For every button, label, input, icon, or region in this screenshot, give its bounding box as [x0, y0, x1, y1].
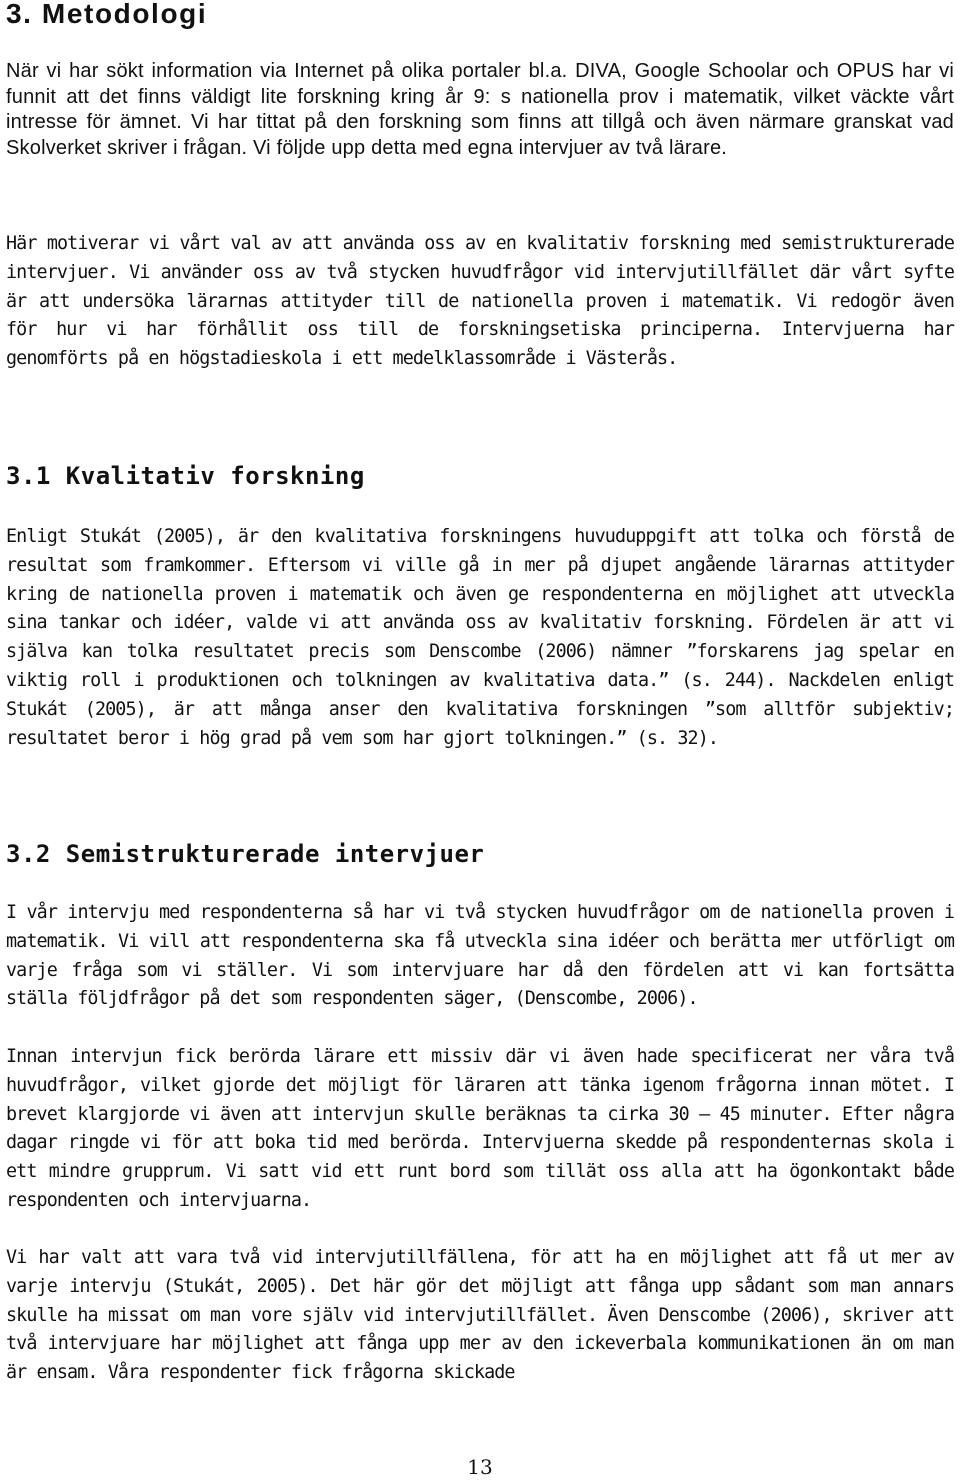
intro-paragraph-1: När vi har sökt information via Internet på olika portaler bl.a. DIVA, Google Schoolar och OPUS har vi funnit att det finns väldigt lite forskning kring år 9: s nationella prov i matematik, vilket väckte vårt intresse för ämnet. Vi har tittat på den forskning som finns att tillgå och även närmare granskat vad Skolverket skriver i frågan. Vi följde upp detta med egna intervjuer av två lärare.	[6, 60, 954, 159]
section-3-1-paragraph: Enligt Stukát (2005), är den kvalitativa forskningens huvuduppgift att tolka och förstå de resultat som framkommer. Eftersom vi ville gå in mer på djupet angående lärarnas attityder kring de nationella proven i matematik och även ge respondenterna en möjlighet att utveckla sina tankar och idéer, valde vi att använda oss av kvalitativ forskning. Fördelen är att vi själva kan tolka resultatet precis som Denscombe (2006) nämner ”forskarens jag spelar en viktig roll i produktionen och tolkningen av kvalitativa data.” (s. 244). Nackdelen enligt Stukát (2005), är att många anser den kvalitativa forskningen ”som alltför subjektiv; resultatet beror i hög grad på vem som har gjort tolkningen.” (s. 32).	[6, 526, 954, 749]
section-3-2-paragraph-2: Innan intervjun fick berörda lärare ett missiv där vi även hade specificerat ner våra två huvudfrågor, vilket gjorde det möjligt för läraren att tänka igenom frågorna innan mötet. I brevet klargjorde vi även att intervjun skulle beräknas ta cirka 30 – 45 minuter. Efter några dagar ringde vi för att boka tid med berörda. Intervjuerna skedde på respondenternas skola i ett mindre grupprum. Vi satt vid ett runt bord som tillät oss alla att ha ögonkontakt både respondenten och intervjuarna.	[6, 1046, 954, 1211]
page-number: 13	[467, 1455, 493, 1479]
section-3-2-paragraph-3: Vi har valt att vara två vid intervjutillfällena, för att ha en möjlighet att få ut mer av varje intervju (Stukát, 2005). Det här gör det möjligt att fånga upp sådant som man annars skulle ha missat om man vore själv vid intervjutillfället. Även Denscombe (2006), skriver att två intervjuare har möjlighet att fånga upp mer av den ickeverbala kommunikationen än om man är ensam. Våra respondenter fick frågorna skickade	[6, 1247, 954, 1384]
section-3-2-paragraph-1: I vår intervju med respondenterna så har vi två stycken huvudfrågor om de nationella proven i matematik. Vi vill att respondenterna ska få utveckla sina idéer och berätta mer utförligt om varje fråga som vi ställer. Vi som intervjuare har då den fördelen att vi kan fortsätta ställa följdfrågor på det som respondenten säger, (Denscombe, 2006).	[6, 902, 954, 1010]
chapter-heading: 3. Metodologi	[6, 0, 208, 29]
intro-paragraph-2: Här motiverar vi vårt val av att använda oss av en kvalitativ forskning med semistrukturerade intervjuer. Vi använder oss av två stycken huvudfrågor vid intervjutillfället där vårt syfte är att undersöka lärarnas attityder till de nationella proven i matematik. Vi redogör även för hur vi har förhållit oss till de forskningsetiska principerna. Intervjuerna har genomförts på en högstadieskola i ett medelklassområde i Västerås.	[6, 233, 954, 370]
section-heading-3-1: 3.1 Kvalitativ forskning	[6, 462, 365, 490]
section-heading-3-2: 3.2 Semistrukturerade intervjuer	[6, 840, 485, 868]
